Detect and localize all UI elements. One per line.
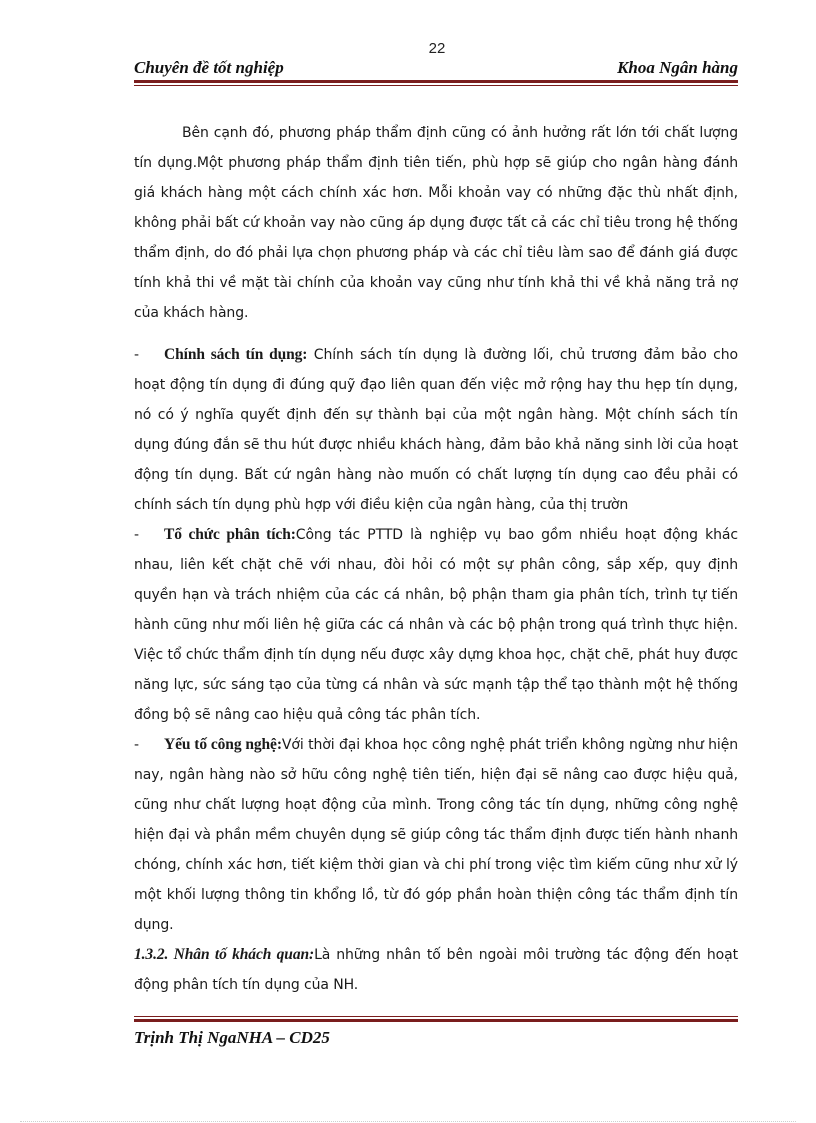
list-dash: -: [134, 527, 139, 543]
header-title-left: Chuyên đề tốt nghiệp: [134, 58, 284, 77]
section-text: Là những nhân tố bên ngoài môi trường tác động đến hoạt động phân tích tín dụng của NH.: [134, 947, 738, 993]
list-item-credit-policy: [134, 340, 738, 520]
page-bottom-border: [20, 1121, 796, 1122]
list-dash: -: [134, 347, 139, 363]
list-item-organization: [134, 520, 738, 730]
page-number: 22: [428, 40, 446, 57]
header-title-right: Khoa Ngân hàng: [617, 58, 738, 77]
list-item-label: Yếu tố công nghệ:: [164, 736, 282, 753]
list-item-label: Tổ chức phân tích:: [164, 526, 296, 543]
header-rule-thick: [134, 80, 738, 83]
page-header: [134, 56, 738, 84]
list-item-technology: [134, 730, 738, 940]
section-objective-factors: [134, 940, 738, 1000]
page-footer: [134, 1016, 738, 1056]
list-dash: -: [134, 737, 139, 753]
paragraph-intro: Bên cạnh đó, phương pháp thẩm định cũng có ảnh hưởng rất lớn tới chất lượng tín dụng.Một phương pháp thẩm định tiên tiến, phù hợp sẽ giúp cho ngân hàng đánh giá khách hàng một cách chính xác hơn. Mỗi khoản vay có những đặc thù nhất định, không phải bất cứ khoản vay nào cũng áp dụng được tất cả các chỉ tiêu trong hệ thống thẩm định, do đó phải lựa chọn phương pháp và các chỉ tiêu làm sao để đánh giá được tính khả thi về mặt tài chính của khoản vay cũng như tính khả thi về khả năng trả nợ của khách hàng.: [134, 125, 738, 321]
list-item-text: Chính sách tín dụng là đường lối, chủ trương đảm bảo cho hoạt động tín dụng đi đúng quỹ đạo liên quan đến việc mở rộng hay thu hẹp tín dụng, nó có ý nghĩa quyết định đến sự thành bại của một ngân hàng. Một chính sách tín dụng đúng đắn sẽ thu hút được nhiều khách hàng, đảm bảo khả năng sinh lời của hoạt động tín dụng. Bất cứ ngân hàng nào muốn có chất lượng tín dụng cao đều phải có chính sách tín dụng phù hợp với điều kiện của ngân hàng, của thị trườn: [134, 347, 738, 513]
footer-rule-thick: [134, 1019, 738, 1022]
list-item-text: Công tác PTTD là nghiệp vụ bao gồm nhiều hoạt động khác nhau, liên kết chặt chẽ với nhau, đòi hỏi có một sự phân công, sắp xếp, quy định quyền hạn và trách nhiệm của các cá nhân, bộ phận tham gia phân tích, trình tự tiến hành cũng như mối liên hệ giữa các cá nhân và các bộ phận trong quá trình thực hiện. Việc tổ chức thẩm định tín dụng nếu được xây dựng khoa học, chặt chẽ, phát huy được năng lực, sức sáng tạo của từng cá nhân và sức mạnh tập thể tạo thành một hệ thống đồng bộ sẽ nâng cao hiệu quả công tác phân tích.: [134, 527, 738, 723]
header-rule-thin: [134, 85, 738, 86]
list-item-label: Chính sách tín dụng:: [164, 346, 308, 363]
document-body: [134, 118, 738, 1000]
footer-rule-thin: [134, 1016, 738, 1017]
footer-author: Trịnh Thị NgaNHA – CD25: [134, 1028, 330, 1047]
section-heading: 1.3.2. Nhân tố khách quan:: [134, 946, 315, 963]
list-item-text: Với thời đại khoa học công nghệ phát triển không ngừng như hiện nay, ngân hàng nào sở hữu công nghệ tiên tiến, hiện đại sẽ nâng cao được hiệu quả, cũng như chất lượng hoạt động của mình. Trong công tác tín dụng, những công nghệ hiện đại và phần mềm chuyên dụng sẽ giúp công tác thẩm định được tiến hành nhanh chóng, chính xác hơn, tiết kiệm thời gian và chi phí trong việc tìm kiếm cũng như xử lý một khối lượng thông tin khổng lồ, từ đó góp phần hoàn thiện công tác thẩm định tín dụng.: [134, 737, 739, 933]
